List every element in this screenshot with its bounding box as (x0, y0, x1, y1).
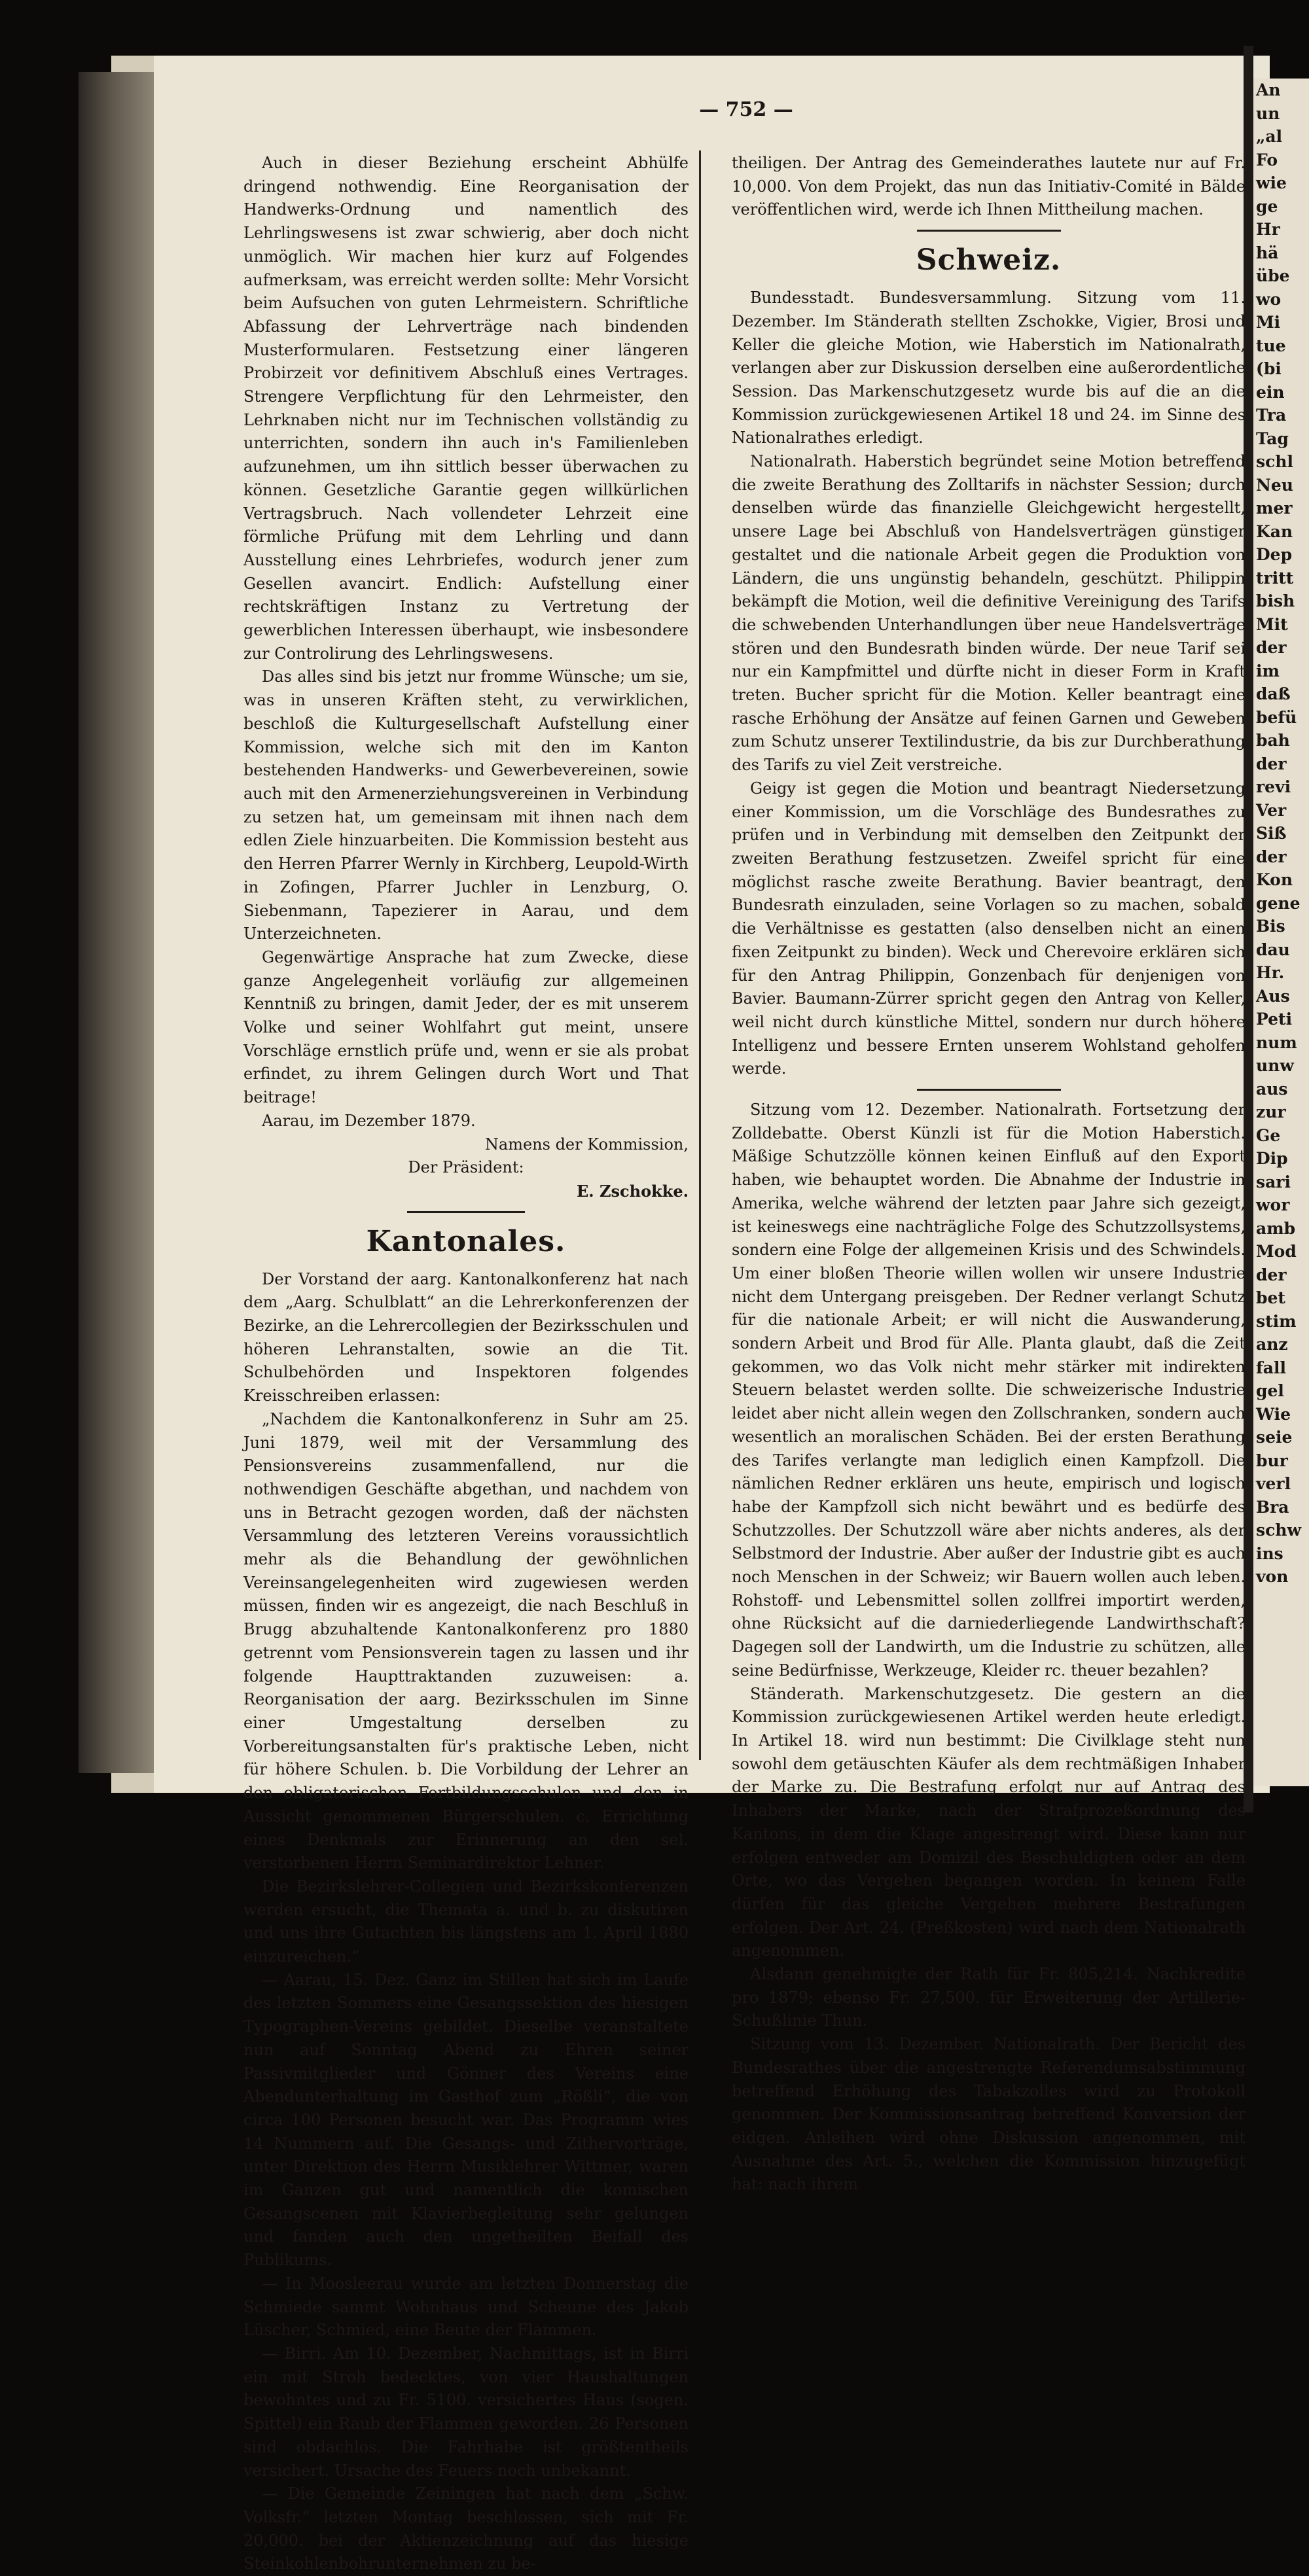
page-fragment: Bis (1256, 917, 1285, 936)
page-fragment: Tra (1256, 406, 1287, 425)
page-fragment: im (1256, 661, 1280, 680)
page-fragment: Mod (1256, 1242, 1297, 1261)
place-date: Aarau, im Dezember 1879. (262, 1111, 476, 1130)
page-fragment: Ver (1256, 800, 1287, 820)
article-paragraph: — Aarau, 15. Dez. Ganz im Stillen hat sich im Laufe des letzten Sommers eine Gesangssektion des hiesigen Typographen-Vereins gebildet. Dieselbe veranstaltete nun auf Sonntag Abend zu Ehren seiner Passivmitglieder und Gönner des Vereins eine Abendunterhaltung im Gasthof zum „Rößli“, die von circa 100 Personen besucht war. Das Programm wies 14 Nummern auf. Die Gesangs- und Zithervorträge, unter Direktion des Herrn Musiklehrer Wittmer, waren im Ganzen gut und namentlich die komischen Gesangscenen mit Klavierbegleitung sehr gelungen und fanden auch den ungetheilten Beifall des Publikums. (243, 1970, 689, 2270)
page-fragment: (bi (1256, 359, 1282, 378)
page-fragment: Hr (1256, 220, 1280, 239)
page-fragment: wie (1256, 173, 1287, 192)
page-fragment: verl (1256, 1474, 1291, 1493)
page-fragment: „al (1256, 127, 1283, 146)
page-fragment: zur (1256, 1103, 1286, 1121)
article-paragraph: Sitzung vom 13. Dezember. Nationalrath. Der Bericht des Bundesrathes über die angestrengte Referendumsabstimmung betreffend Erhöhung des Tabakzolles wird zu Protokoll genommen. Der Kommissionsantrag betreffend Konversion der eidgen. Anleihen wird ohne Diskussion angenommen, mit Ausnahme des Art. 5., welchen die Kommission hinzugefügt hat: nach ihrem (732, 2035, 1246, 2194)
page-fragment: Aus (1256, 986, 1290, 1006)
article-paragraph: Bundesstadt. Bundesversammlung. Sitzung vom 11. Dezember. Im Ständerath stellten Zschokke, Vigier, Brosi und Keller die gleiche Motion, wie Haberstich im Nationalrath, verlangen aber zur Diskussion derselben eine außerordentliche Session. Das Markenschutzgesetz wurde bis auf die an die Kommission zurückgewiesenen Artikel 18 und 24. im Sinne des Nationalrathes erledigt. (732, 289, 1246, 448)
page-fragment: Dip (1256, 1149, 1288, 1168)
signature-name: E. Zschokke. (577, 1181, 689, 1201)
page-fragment: Wie (1256, 1404, 1291, 1424)
page-fragment: revi (1256, 777, 1291, 796)
article-paragraph: — In Moosleerau wurde am letzten Donnerstag die Schmiede sammt Wohnhaus und Scheune des Jakob Lüscher, Schmied, eine Beute der Flammen. (243, 2274, 689, 2340)
page-fragment: Hr. (1256, 963, 1285, 982)
page-fragment: gel (1256, 1381, 1284, 1400)
article-paragraph: Ständerath. Markenschutzgesetz. Die gestern an die Kommission zurückgewiesenen Artikel werden heute erledigt. In Artikel 18. wird nun bestimmt: Die Civilklage steht nun sowohl dem getäuschten Käufer als dem rechtmäßigen Inhaber der Marke zu. Die Bestrafung erfolgt nur auf Antrag des Inhabers der Marke, nach der Strafprozeßordnung des Kantons, in dem die Klage angestrengt wird. Diese kann nur erfolgen entweder am Domizil des Beschuldigten oder an dem Orte, wo das Vergehen begangen worden. In keinem Falle dürfen für das gleiche Vergehen mehrere Bestrafungen erfolgen. Der Art. 24. (Preßkosten) wird nach dem Nationalrath angenommen. (732, 1684, 1246, 1960)
page-fragment: Ge (1256, 1125, 1281, 1145)
page-fragment: übe (1256, 266, 1290, 285)
article-paragraph: Sitzung vom 12. Dezember. Nationalrath. Fortsetzung der Zolldebatte. Oberst Künzli ist für die Motion Haberstich. Mäßige Schutzzölle können keinen Einfluß auf den Export haben, wie behauptet worden. Die Abnahme der Industrie in Amerika, welche während der letzten paar Jahre sich gezeigt, ist keineswegs eine nachträgliche Folge des Schutzzollsystems, sondern eine Folge der allgemeinen Krisis und des Schwindels. Um einer bloßen Theorie willen wollen wir unsere Industrie nicht dem Untergang preisgeben. Der Redner verlangt Schutz für die nationale Arbeit; er will nicht die Auswanderung, sondern Arbeit und Brod für Alle. Planta glaubt, daß die Zeit gekommen, wo das Volk nicht mehr stärker mit indirekten Steuern belastet werden sollte. Die schweizerische Industrie leidet aber nicht allein wegen den Zollschranken, sondern auch wesentlich an moralischen Schäden. Bei der ersten Berathung des Tarifes verlangte man lediglich einen Kampfzoll. Die nämlichen Redner erklären uns heute, empirisch und logisch habe der Kampfzoll sich nicht bewährt und es bedürfe des Schutzzolles. Der Schutzzoll wäre aber nichts anderes, als der Selbstmord der Industrie. Aber außer der Industrie gibt es auch noch Menschen in der Schweiz; wir Bauern wollen auch leben. Rohstoff- und Lebensmittel sollen zollfrei importirt werden, ohne Rücksicht auf die darniederliegende Landwirthschaft? Dagegen soll der Landwirth, um die Industrie zu schützen, alle seine Bedürfnisse, Werkzeuge, Kleider rc. theuer bezahlen? (732, 1101, 1246, 1680)
page-fragment: der (1256, 847, 1287, 866)
page-fragment: befü (1256, 707, 1297, 727)
section-heading-kantonales: Kantonales. (366, 1224, 566, 1258)
page-fragment: Tag (1256, 429, 1289, 448)
page-fragment: der (1256, 638, 1287, 657)
page-fragment: schw (1256, 1521, 1301, 1540)
page-fragment: Bra (1256, 1497, 1289, 1517)
page-fragment: num (1256, 1032, 1297, 1052)
page-edge (79, 72, 154, 1773)
page-fragment: der (1256, 754, 1287, 773)
article-paragraph: Die Bezirkslehrer-Collegien und Bezirkskonferenzen werden ersucht, die Themata a. und b. zu diskutiren und uns ihre Gutachten bis längstens am 1. April 1880 einzureichen.“ (243, 1877, 689, 1966)
right-column (732, 152, 1246, 2197)
page-fragment: Kan (1256, 521, 1293, 541)
page-fragment: bur (1256, 1451, 1288, 1470)
intro-paragraph: Gegenwärtige Ansprache hat zum Zwecke, diese ganze Angelegenheit vorläufig zur allgemeinen Kenntniß zu bringen, damit Jeder, der es mit unserem Volke und seiner Wohlfahrt gut meint, unsere Vorschläge ernstlich prüfe und, wenn er sie als probat erfindet, zu ihrem Gelingen durch Wort und That beitrage! (243, 947, 689, 1107)
article-paragraph: Geigy ist gegen die Motion und beantragt Niedersetzung einer Kommission, um die Vorschläge des Bundesrathes zu prüfen und in Verbindung mit demselben den Zeitpunkt der zweiten Berathung festzusetzen. Zweifel spricht für eine möglichst rasche zweite Berathung. Bavier beantragt, den Bundesrath einzuladen, seine Vorlagen so zu machen, sobald die Verhältnisse es gestatten (also denselben nicht an einen fixen Zeitpunkt zu binden). Weck und Cherevoire erklären sich für den Antrag Philippin, Gonzenbach für denjenigen von Bavier. Baumann-Zürrer spricht gegen den Antrag von Keller, weil nicht durch künstliche Mittel, sondern nur durch höhere Intelligenz und bessere Ernten unserem Wohlstand geholfen werde. (732, 779, 1246, 1078)
adjacent-page-edge (1253, 79, 1309, 1786)
page-number: — 752 — (699, 98, 793, 121)
page-fragment: An (1256, 80, 1281, 99)
article-paragraph: Nationalrath. Haberstich begründet seine Motion betreffend die zweite Berathung des Zolltarifs in nächster Session; durch denselben würde das finanzielle Gleichgewicht hergestellt, unsere Lage bei Abschluß von Handelsverträgen günstiger gestaltet und die nationale Arbeit gegen die Produktion von Ländern, die uns ungünstig behandeln, geschützt. Philippin bekämpft die Motion, weil die definitive Vereinigung des Tarifs die schwebenden Unterhandlungen über neue Handelsverträge stören und den Bundesrath binden würde. Der neue Tarif sei nur ein Kampfmittel und dürfte nicht in dieser Form in Kraft treten. Bucher spricht für die Motion. Keller beantragt eine rasche Erhöhung der Ansätze auf feinen Garnen und Geweben zum Schutz unserer Textilindustrie, da bis zur Durchberathung des Tarifs zu viel Zeit verstreiche. (732, 452, 1246, 775)
page-fragment: wo (1256, 289, 1282, 309)
page-fragment: sari (1256, 1172, 1291, 1191)
article-paragraph: Alsdann genehmigte der Rath für Fr. 805,214. Nachkredite pro 1879; ebenso Fr. 27,500. für Erweiterung der Artillerie-Schußlinie Thun. (732, 1965, 1246, 2030)
intro-paragraph: Auch in dieser Beziehung erscheint Abhülfe dringend nothwendig. Eine Reorganisation der Handwerks-Ordnung und namentlich des Lehrlingswesens ist zwar schwierig, aber doch nicht unmöglich. Wir machen hier kurz auf Folgendes aufmerksam, was erreicht werden sollte: Mehr Vorsicht beim Aufsuchen von guten Lehrmeistern. Schriftliche Abfassung der Lehrverträge nach bindenden Musterformularen. Festsetzung einer längeren Probirzeit vor definitivem Abschluß eines Vertrages. Strengere Verpflichtung für den Lehrmeister, den Lehrknaben nicht nur im Technischen vollständig zu unterrichten, sondern ihn auch in's Familienleben aufzunehmen, um ihn sittlich besser überwachen zu können. Gesetzliche Garantie gegen willkürlichen Vertragsbruch. Nach vollendeter Lehrzeit eine förmliche Prüfung mit dem Lehrling und dann Ausstellung eines Lehrbriefes, wodurch jener zum Gesellen avancirt. Endlich: Aufstellung einer rechtskräftigen Instanz zu Vertretung der gewerblichen Interessen überhaupt, wie insbesondere zur Controlirung des Lehrlingswesens. (243, 154, 689, 663)
page-header (687, 98, 805, 124)
page-fragment: ins (1256, 1544, 1283, 1563)
page-fragment: un (1256, 103, 1280, 123)
intro-paragraph: Das alles sind bis jetzt nur fromme Wünsche; um sie, was in unseren Kräften steht, zu verwirklichen, beschloß die Kulturgesellschaft Aufstellung einer Kommission, welche sich mit den im Kanton bestehenden Handwerks- und Gewerbevereinen, sowie auch mit den Armenerziehungsvereinen in Verbindung zu setzen hat, um gemeinsam mit ihnen nach dem edlen Ziele hinzuarbeiten. Die Kommission besteht aus den Herren Pfarrer Wernly in Kirchberg, Leupold-Wirth in Zofingen, Pfarrer Juchler in Lenzburg, O. Siebenmann, Tapezierer in Aarau, und dem Unterzeichneten. (243, 667, 689, 944)
page-fragment: aus (1256, 1079, 1288, 1099)
page-fragment: von (1256, 1567, 1289, 1586)
page-fragment: anz (1256, 1335, 1288, 1354)
page-fragment: dau (1256, 940, 1290, 959)
signature-line: Der Präsident: (408, 1158, 524, 1177)
page-fragment: mer (1256, 499, 1293, 518)
article-paragraph: — Die Gemeinde Zeiningen hat nach dem „Schw. Volksfr.“ letzten Montag beschlossen, sich mit Fr. 20,000. bei der Aktienzeichnung auf das hiesige Steinkohlenbohrunternehmen zu be- (243, 2484, 689, 2573)
left-column (243, 152, 689, 2576)
column-divider (699, 150, 701, 1760)
article-paragraph: Der Vorstand der aarg. Kantonalkonferenz hat nach dem „Aarg. Schulblatt“ an die Lehrerkonferenzen der Bezirke, an die Lehrercollegien der Bezirksschulen und höheren Lehranstalten, sowie an die Tit. Schulbehörden und Inspektoren folgendes Kreisschreiben erlassen: (243, 1269, 689, 1405)
page-fragment: ein (1256, 382, 1285, 402)
page-fragment: seie (1256, 1428, 1293, 1447)
page-fragment: hä (1256, 243, 1279, 262)
section-rule (407, 1211, 525, 1213)
page-fragment: tue (1256, 336, 1286, 355)
page-fragment: ge (1256, 196, 1278, 216)
page-fragment: Siß (1256, 824, 1287, 843)
page-fragment: bah (1256, 731, 1290, 750)
page-fragment: daß (1256, 684, 1291, 703)
page-fragment: gene (1256, 893, 1300, 913)
continuation-paragraph: theiligen. Der Antrag des Gemeinderathes lautete nur auf Fr. 10,000. Von dem Projekt, das nun das Initiativ-Comité in Bälde veröffentlichen wird, werde ich Ihnen Mittheilung machen. (732, 154, 1246, 219)
page-fragment: Dep (1256, 545, 1293, 564)
page-fragment: der (1256, 1265, 1287, 1284)
page-fragment: Kon (1256, 870, 1293, 889)
signature-line: Namens der Kommission, (484, 1135, 689, 1154)
page-fragment: stim (1256, 1311, 1297, 1331)
page-fragment: fall (1256, 1358, 1286, 1377)
page-fragment: bet (1256, 1288, 1285, 1307)
page-fragment: Mi (1256, 313, 1281, 332)
page-fragment: schl (1256, 452, 1293, 471)
section-rule (917, 230, 1061, 232)
section-heading-schweiz: Schweiz. (916, 243, 1062, 277)
page-fragment: amb (1256, 1218, 1296, 1238)
page-fragment: unw (1256, 1056, 1294, 1075)
page-fragment: Mit (1256, 614, 1288, 634)
page-fragment: bish (1256, 591, 1295, 610)
page-fragment: wor (1256, 1195, 1290, 1214)
article-paragraph: — Birri. Am 10. Dezember, Nachmittags, ist in Birri ein mit Stroh bedecktes, von vier Haushaltungen bewohntes und zu Fr. 5100. versichertes Haus (sogen. Spittel) ein Raub der Flammen geworden. 26 Personen sind obdachlos. Die Fahrhabe ist größtentheils versichert. Ursache des Feuers noch unbekannt. (243, 2344, 689, 2480)
section-rule (917, 1089, 1061, 1091)
page-fragment: Peti (1256, 1010, 1293, 1029)
article-paragraph: „Nachdem die Kantonalkonferenz in Suhr am 25. Juni 1879, weil mit der Versammlung des Pensionsvereins zusammenfallend, nur die nothwendigen Geschäfte abgethan, und nachdem von uns in Betracht gezogen worden, daß der nächsten Versammlung des letzteren Vereins voraussichtlich mehr als die Behandlung der gewöhnlichen Vereinsangelegenheiten wird zugewiesen werden müssen, finden wir es angezeigt, die nach Beschluß in Brugg abzuhaltende Kantonalkonferenz pro 1880 getrennt vom Pensionsverein tagen zu lassen und ihr folgende Haupttraktanden zuzuweisen: a. Reorganisation der aarg. Bezirksschulen im Sinne einer Umgestaltung derselben zu Vorbereitungsanstalten für's praktische Leben, nicht für höhere Schulen. b. Die Vorbildung der Lehrer an den obligatorischen Fortbildungsschulen und den in Aussicht genommenen Bürgerschulen. c. Errichtung eines Denkmals zur Erinnerung an den sel. verstorbenen Herrn Seminardirektor Lehner. (243, 1409, 689, 1873)
page-fragment: Neu (1256, 475, 1293, 495)
page-fragment: tritt (1256, 568, 1294, 588)
page-fragment: Fo (1256, 150, 1278, 169)
